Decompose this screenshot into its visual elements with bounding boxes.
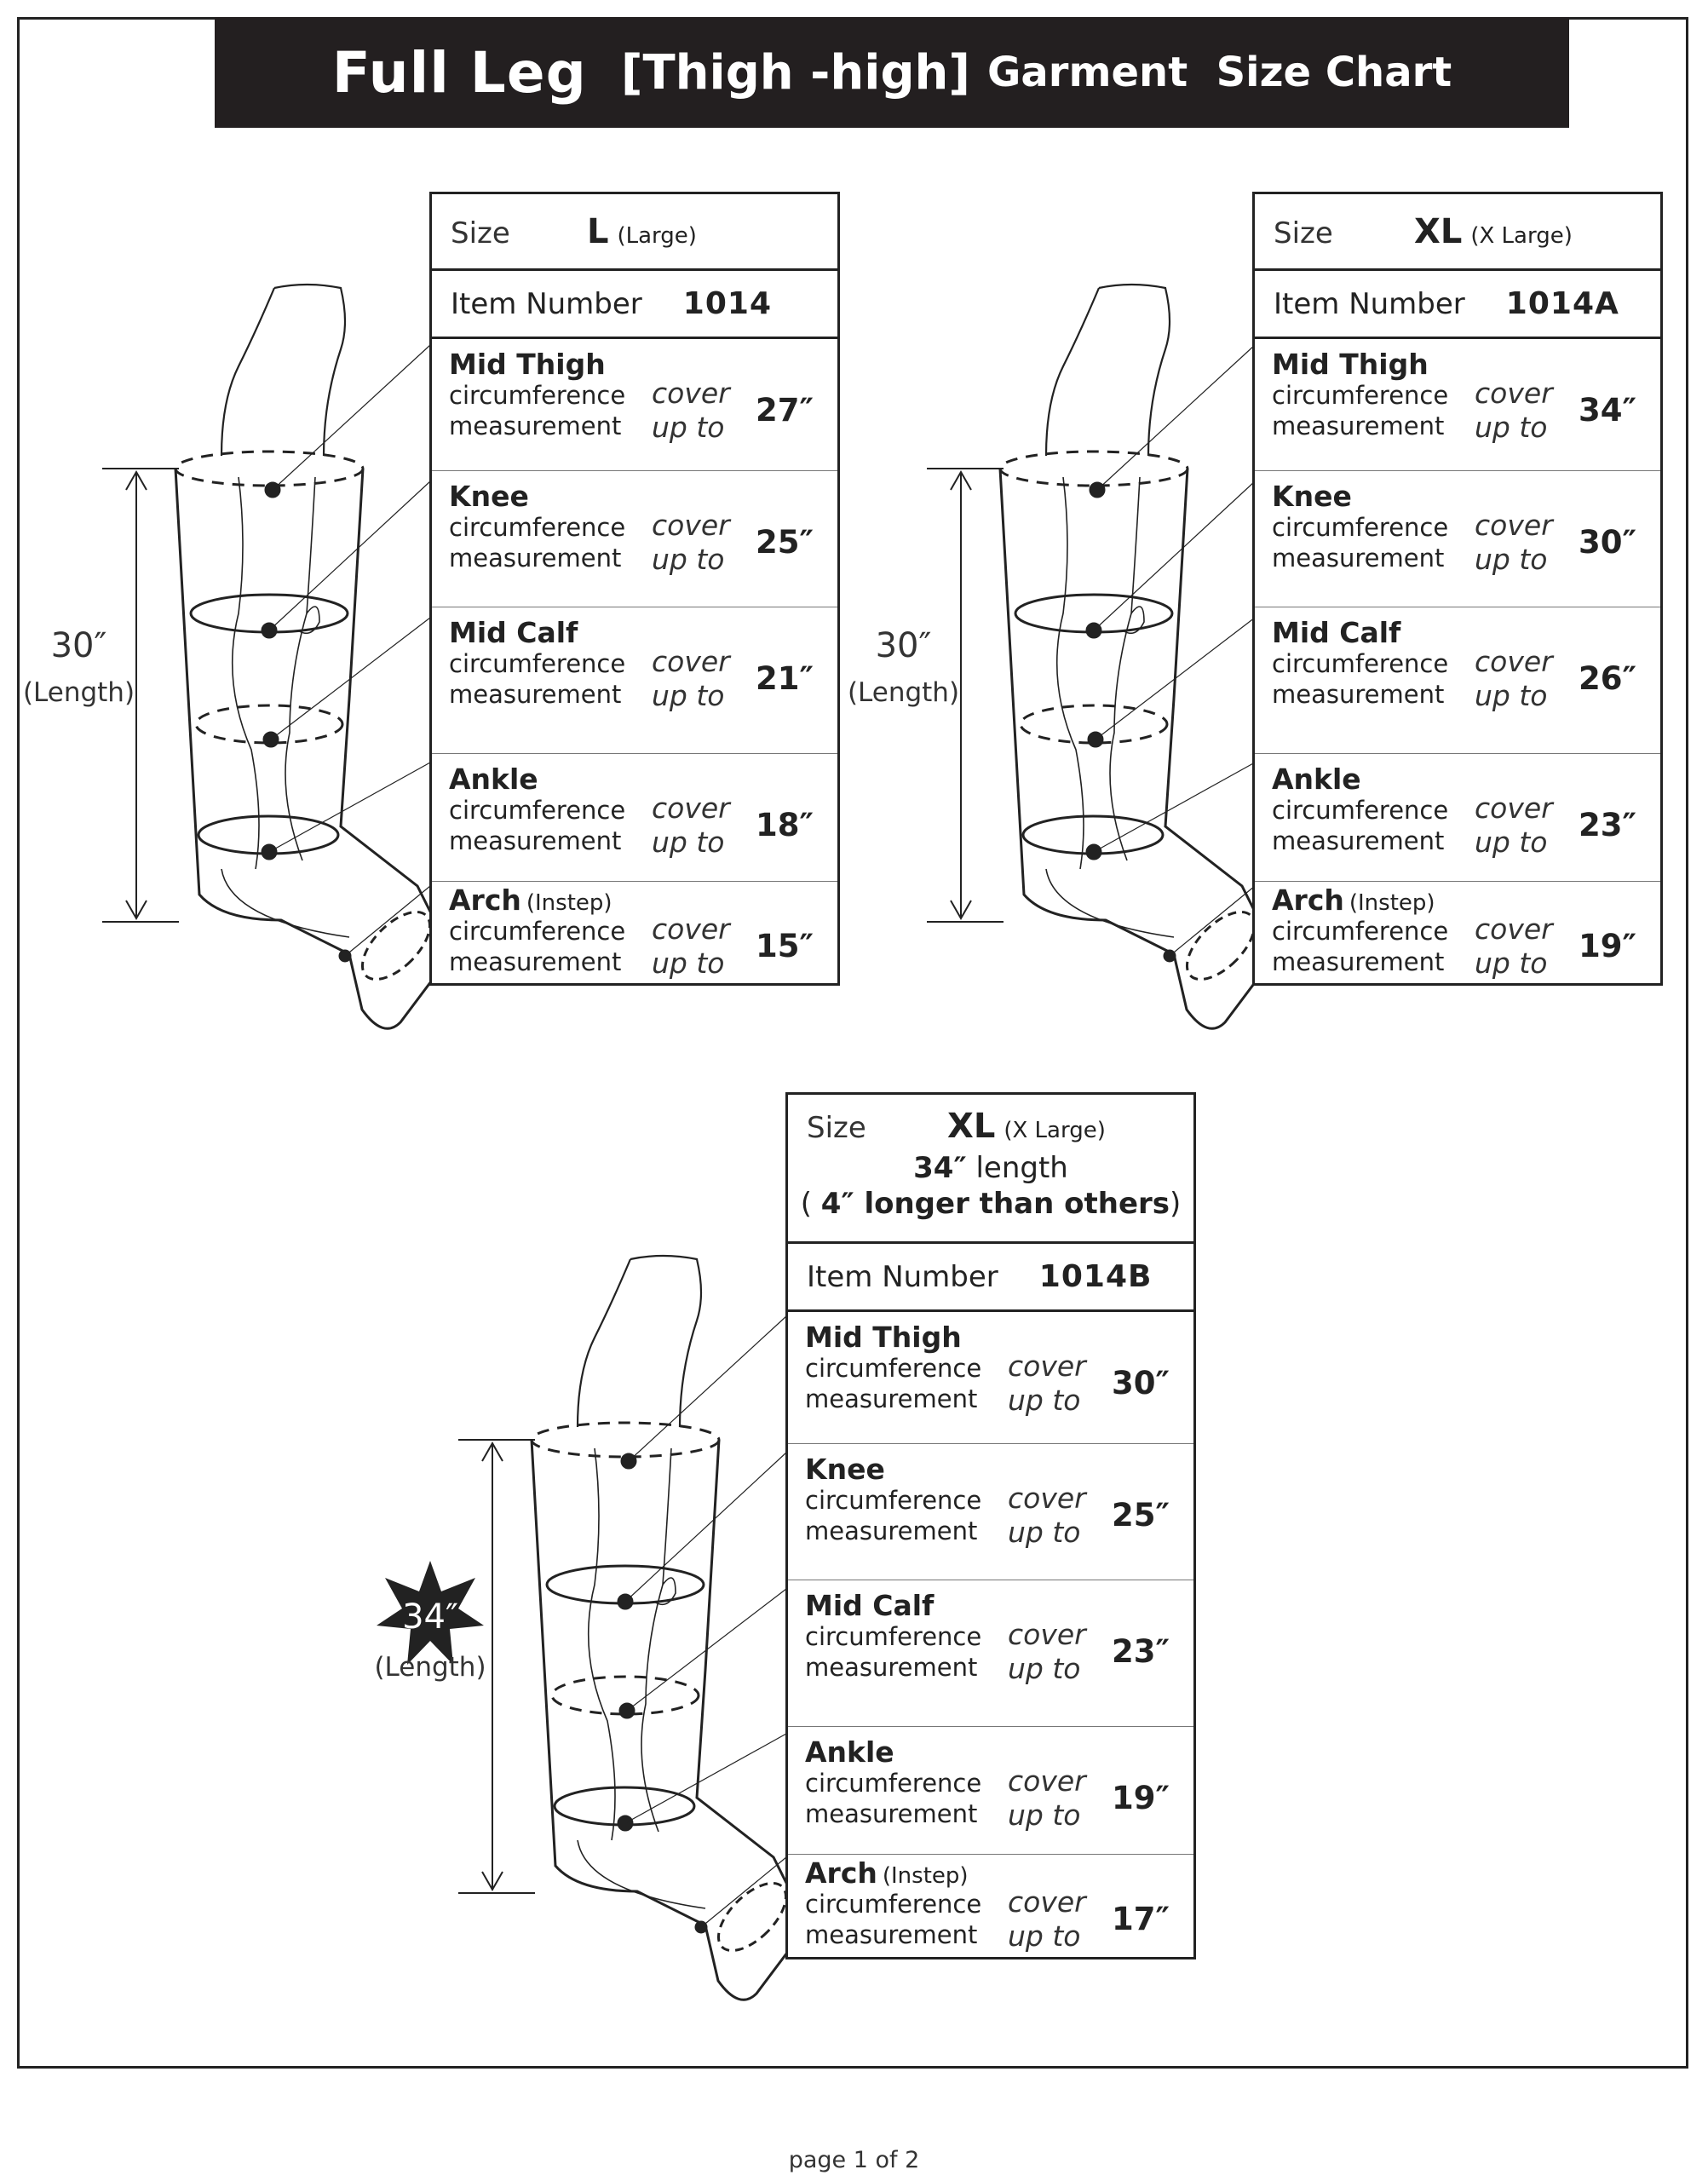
length-label-xl-long bbox=[366, 1597, 494, 1683]
measurement-value: 23″ bbox=[1579, 807, 1637, 843]
size-code: XL bbox=[1414, 211, 1463, 251]
circumference-line-1: circumference bbox=[1272, 796, 1449, 825]
cover-line-2: up to bbox=[1475, 411, 1548, 444]
measurement-value: 30″ bbox=[1112, 1365, 1170, 1401]
measurement-name bbox=[1272, 480, 1357, 513]
cover-line-2: up to bbox=[1475, 679, 1548, 712]
extra-length-word: length bbox=[975, 1151, 1068, 1185]
measurement-name-text: Knee bbox=[449, 480, 529, 513]
measurement-value: 21″ bbox=[756, 660, 814, 697]
measurement-row bbox=[1255, 754, 1660, 882]
cover-line-2: up to bbox=[1475, 826, 1548, 859]
measurement-name bbox=[805, 1321, 967, 1354]
cover-line-2: up to bbox=[652, 679, 725, 712]
circumference-label bbox=[1272, 795, 1448, 856]
circumference-label bbox=[805, 1485, 981, 1546]
circumference-line-2: measurement bbox=[805, 1516, 978, 1545]
cover-line-1: cover bbox=[1475, 509, 1553, 542]
cover-line-1: cover bbox=[1008, 1618, 1086, 1651]
extra-note-line bbox=[788, 1187, 1193, 1221]
cover-label bbox=[1008, 1764, 1086, 1833]
cover-line-1: cover bbox=[1475, 912, 1553, 946]
circumference-label bbox=[1272, 916, 1448, 977]
length-value: 30″ bbox=[875, 626, 932, 665]
measurement-name bbox=[805, 1735, 900, 1769]
circumference-line-1: circumference bbox=[449, 796, 626, 825]
cover-label bbox=[1475, 791, 1553, 860]
item-number-row bbox=[1255, 271, 1660, 339]
cover-line-1: cover bbox=[1475, 645, 1553, 678]
circumference-line-1: circumference bbox=[449, 917, 626, 946]
length-label-l bbox=[17, 626, 141, 708]
circumference-line-1: circumference bbox=[805, 1890, 982, 1919]
measurement-name-sub: (Instep) bbox=[882, 1863, 969, 1889]
circumference-label bbox=[1272, 512, 1448, 573]
measurement-row bbox=[788, 1727, 1193, 1855]
measurement-value: 25″ bbox=[1112, 1497, 1170, 1534]
cover-line-1: cover bbox=[1475, 791, 1553, 825]
cover-line-2: up to bbox=[652, 543, 725, 576]
circumference-line-1: circumference bbox=[449, 649, 626, 678]
measurement-value: 17″ bbox=[1112, 1901, 1170, 1937]
circumference-line-1: circumference bbox=[449, 513, 626, 542]
circumference-line-2: measurement bbox=[449, 544, 622, 573]
leg-illustration-l bbox=[94, 273, 443, 1039]
measurement-name-text: Arch bbox=[1272, 883, 1344, 917]
circumference-label bbox=[1272, 648, 1448, 710]
measurement-row bbox=[788, 1312, 1193, 1444]
cover-line-2: up to bbox=[1008, 1516, 1081, 1549]
size-code: L bbox=[587, 211, 609, 251]
size-table-xl-long bbox=[785, 1092, 1196, 1959]
item-number-label: Item Number bbox=[807, 1259, 998, 1294]
measurement-rows bbox=[1255, 339, 1660, 996]
measurement-row bbox=[432, 607, 837, 754]
size-word: Size bbox=[451, 216, 510, 250]
length-value: 34″ bbox=[402, 1597, 458, 1637]
measurement-name-text: Arch bbox=[805, 1856, 877, 1890]
cover-label bbox=[1008, 1349, 1086, 1418]
item-number-value: 1014B bbox=[1038, 1259, 1153, 1294]
cover-line-1: cover bbox=[1008, 1764, 1086, 1798]
measurement-name-text: Ankle bbox=[1272, 762, 1361, 796]
cover-line-1: cover bbox=[652, 377, 730, 410]
cover-label bbox=[1475, 912, 1553, 981]
size-word: Size bbox=[807, 1111, 866, 1145]
circumference-line-1: circumference bbox=[1272, 381, 1449, 410]
measurement-name-text: Mid Thigh bbox=[1272, 348, 1429, 381]
measurement-name-text: Arch bbox=[449, 883, 521, 917]
length-value: 30″ bbox=[50, 626, 107, 665]
circumference-line-2: measurement bbox=[805, 1384, 978, 1413]
circumference-line-1: circumference bbox=[805, 1486, 982, 1515]
circumference-line-2: measurement bbox=[1272, 544, 1445, 573]
cover-label bbox=[1008, 1482, 1086, 1550]
size-header bbox=[1255, 194, 1660, 271]
measurement-name bbox=[449, 480, 534, 513]
cover-line-2: up to bbox=[1008, 1919, 1081, 1953]
measurement-name bbox=[805, 1589, 939, 1622]
leg-illustration-xl-long bbox=[450, 1244, 799, 2011]
cover-line-1: cover bbox=[1008, 1482, 1086, 1515]
cover-line-2: up to bbox=[1008, 1384, 1081, 1417]
measurement-name-text: Mid Thigh bbox=[449, 348, 606, 381]
measurement-row bbox=[432, 754, 837, 882]
measurement-value: 23″ bbox=[1112, 1633, 1170, 1670]
page-footer: page 1 of 2 bbox=[788, 2147, 920, 2173]
cover-label bbox=[1475, 509, 1553, 577]
measurement-name-text: Mid Calf bbox=[805, 1589, 935, 1622]
title-part-2: [Thigh -high] bbox=[620, 44, 971, 101]
measurement-name-text: Knee bbox=[1272, 480, 1352, 513]
circumference-label bbox=[805, 1768, 981, 1829]
circumference-line-1: circumference bbox=[1272, 917, 1449, 946]
cover-line-1: cover bbox=[1475, 377, 1553, 410]
item-number-row bbox=[788, 1244, 1193, 1312]
measurement-row bbox=[788, 1855, 1193, 1969]
measurement-row bbox=[1255, 882, 1660, 996]
extra-note-open: ( bbox=[800, 1187, 812, 1221]
title-part-1: Full Leg bbox=[331, 39, 587, 106]
cover-line-1: cover bbox=[652, 645, 730, 678]
cover-label bbox=[652, 377, 730, 445]
item-number-label: Item Number bbox=[1274, 286, 1465, 321]
cover-line-2: up to bbox=[652, 947, 725, 980]
extra-note-close: ) bbox=[1170, 1187, 1182, 1221]
measurement-row bbox=[788, 1580, 1193, 1727]
circumference-line-2: measurement bbox=[449, 411, 622, 440]
circumference-line-1: circumference bbox=[805, 1769, 982, 1798]
measurement-rows bbox=[432, 339, 837, 996]
size-table-xl bbox=[1252, 192, 1663, 986]
cover-label bbox=[652, 509, 730, 577]
cover-line-2: up to bbox=[652, 411, 725, 444]
measurement-row bbox=[432, 471, 837, 607]
circumference-line-1: circumference bbox=[449, 381, 626, 410]
length-label-xl bbox=[842, 626, 965, 708]
circumference-label bbox=[449, 795, 625, 856]
measurement-rows bbox=[788, 1312, 1193, 1969]
cover-line-2: up to bbox=[1475, 947, 1548, 980]
size-table-l bbox=[429, 192, 840, 986]
circumference-label bbox=[449, 916, 625, 977]
cover-line-1: cover bbox=[652, 509, 730, 542]
item-number-row bbox=[432, 271, 837, 339]
measurement-name bbox=[805, 1453, 890, 1486]
measurement-name-text: Ankle bbox=[805, 1735, 894, 1769]
measurement-value: 26″ bbox=[1579, 660, 1637, 697]
measurement-name bbox=[1272, 348, 1434, 381]
extra-note-text: 4″ longer than others bbox=[820, 1187, 1170, 1221]
cover-line-1: cover bbox=[652, 912, 730, 946]
length-word: (Length) bbox=[374, 1652, 486, 1683]
circumference-line-2: measurement bbox=[449, 947, 622, 976]
page-title bbox=[215, 17, 1569, 128]
circumference-line-1: circumference bbox=[805, 1354, 982, 1383]
size-word: Size bbox=[1274, 216, 1333, 250]
circumference-line-2: measurement bbox=[449, 680, 622, 709]
circumference-line-2: measurement bbox=[1272, 411, 1445, 440]
measurement-value: 27″ bbox=[756, 392, 814, 429]
measurement-name-sub: (Instep) bbox=[526, 890, 612, 916]
cover-label bbox=[1475, 377, 1553, 445]
measurement-name-text: Mid Calf bbox=[449, 616, 578, 649]
item-number-label: Item Number bbox=[451, 286, 642, 321]
circumference-line-2: measurement bbox=[1272, 826, 1445, 855]
circumference-label bbox=[449, 648, 625, 710]
cover-line-1: cover bbox=[652, 791, 730, 825]
circumference-label bbox=[449, 380, 625, 441]
measurement-value: 19″ bbox=[1579, 928, 1637, 964]
circumference-label bbox=[449, 512, 625, 573]
length-word: (Length) bbox=[22, 677, 135, 708]
circumference-line-1: circumference bbox=[1272, 649, 1449, 678]
measurement-name bbox=[449, 616, 583, 649]
size-code: XL bbox=[947, 1107, 996, 1146]
cover-label bbox=[652, 645, 730, 713]
circumference-line-1: circumference bbox=[1272, 513, 1449, 542]
measurement-value: 25″ bbox=[756, 524, 814, 561]
measurement-name bbox=[449, 883, 612, 917]
measurement-row bbox=[432, 882, 837, 996]
measurement-row bbox=[1255, 339, 1660, 471]
size-header bbox=[788, 1095, 1193, 1244]
circumference-line-2: measurement bbox=[805, 1920, 978, 1949]
measurement-value: 15″ bbox=[756, 928, 814, 964]
circumference-label bbox=[805, 1889, 981, 1950]
measurement-row bbox=[432, 339, 837, 471]
leg-illustration-xl bbox=[918, 273, 1268, 1039]
circumference-line-1: circumference bbox=[805, 1622, 982, 1651]
measurement-value: 18″ bbox=[756, 807, 814, 843]
measurement-value: 30″ bbox=[1579, 524, 1637, 561]
measurement-row bbox=[1255, 471, 1660, 607]
measurement-name bbox=[449, 762, 543, 796]
cover-line-2: up to bbox=[1475, 543, 1548, 576]
circumference-label bbox=[805, 1621, 981, 1683]
measurement-name-text: Mid Thigh bbox=[805, 1321, 962, 1354]
circumference-line-2: measurement bbox=[1272, 680, 1445, 709]
cover-line-2: up to bbox=[652, 826, 725, 859]
size-desc: (Large) bbox=[617, 222, 697, 249]
cover-line-2: up to bbox=[1008, 1798, 1081, 1832]
measurement-row bbox=[788, 1444, 1193, 1580]
measurement-name-text: Ankle bbox=[449, 762, 538, 796]
cover-line-1: cover bbox=[1008, 1885, 1086, 1919]
size-desc: (X Large) bbox=[1470, 222, 1573, 249]
cover-line-2: up to bbox=[1008, 1652, 1081, 1685]
circumference-line-2: measurement bbox=[805, 1799, 978, 1828]
measurement-name bbox=[1272, 883, 1435, 917]
cover-label bbox=[1475, 645, 1553, 713]
circumference-line-2: measurement bbox=[449, 826, 622, 855]
measurement-name-text: Mid Calf bbox=[1272, 616, 1401, 649]
cover-label bbox=[1008, 1618, 1086, 1686]
measurement-name bbox=[1272, 762, 1366, 796]
measurement-name-sub: (Instep) bbox=[1349, 890, 1435, 916]
extra-length-value: 34″ bbox=[913, 1151, 967, 1185]
cover-line-1: cover bbox=[1008, 1349, 1086, 1383]
cover-label bbox=[652, 912, 730, 981]
measurement-value: 34″ bbox=[1579, 392, 1637, 429]
extra-length-line bbox=[788, 1151, 1193, 1185]
length-word: (Length) bbox=[847, 677, 960, 708]
measurement-row bbox=[1255, 607, 1660, 754]
measurement-name bbox=[449, 348, 611, 381]
item-number-value: 1014A bbox=[1505, 286, 1619, 321]
measurement-name bbox=[1272, 616, 1406, 649]
size-header bbox=[432, 194, 837, 271]
measurement-name bbox=[805, 1856, 969, 1890]
size-desc: (X Large) bbox=[1004, 1118, 1106, 1143]
item-number-value: 1014 bbox=[682, 286, 772, 321]
measurement-value: 19″ bbox=[1112, 1780, 1170, 1816]
measurement-name-text: Knee bbox=[805, 1453, 885, 1486]
circumference-line-2: measurement bbox=[805, 1653, 978, 1682]
circumference-line-2: measurement bbox=[1272, 947, 1445, 976]
circumference-label bbox=[1272, 380, 1448, 441]
title-part-3: Garment Size Chart bbox=[987, 49, 1452, 96]
cover-label bbox=[1008, 1885, 1086, 1954]
circumference-label bbox=[805, 1353, 981, 1414]
cover-label bbox=[652, 791, 730, 860]
